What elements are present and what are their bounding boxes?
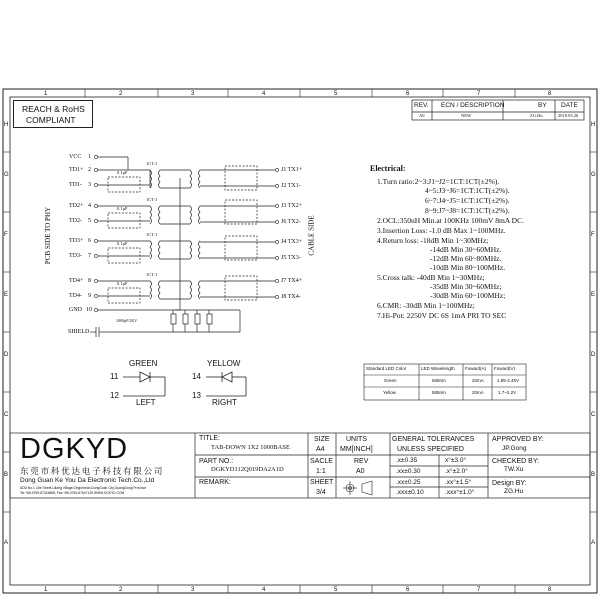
company-logo: DGKYD	[20, 433, 129, 465]
tolerance-value: .xxx±0.10	[396, 489, 424, 496]
design-label: Design BY:	[492, 480, 527, 487]
tolerance-value: .x±0.35	[396, 457, 418, 464]
led-table-header: LED Wavelength	[421, 366, 455, 371]
electrical-note: -14dB Min 30~60MHz.	[430, 245, 502, 254]
row-label: B	[4, 472, 9, 478]
ratio-label: 1CT:1	[146, 161, 158, 166]
electrical-note: 7.Hi-Pot: 2250V DC 6S 1mA PRI TO SEC	[377, 311, 507, 320]
checked-label: CHECKED BY:	[492, 458, 540, 465]
pin-label: TD2+	[69, 203, 84, 209]
col-label: 4	[262, 91, 266, 97]
ratio-label: 1CT:1	[146, 197, 158, 202]
sheet-label: SHEET	[310, 479, 334, 486]
row-label: H	[591, 122, 596, 128]
part-value: DGKYD112Q019DA2A1D	[211, 466, 284, 473]
col-label: 3	[191, 91, 195, 97]
row-label: E	[591, 292, 596, 298]
units-label: UNITS	[346, 436, 367, 443]
row-label: B	[591, 472, 596, 478]
pin-number: 1	[88, 154, 91, 160]
approved-value: JP.Gong	[502, 445, 527, 452]
ratio-label: 1CT:1	[146, 232, 158, 237]
row-label: G	[591, 172, 596, 178]
company-contact: Tel:+86-0769-87324888; Fax:+86-0769-87647128 WWW.DGKYD.COM	[20, 491, 125, 495]
col-label: 1	[44, 587, 48, 593]
pin-number: 6	[88, 238, 91, 244]
jack-pin-label: J8 TX4-	[281, 294, 301, 300]
projection-symbol	[343, 481, 372, 495]
units-value: MM[INCH]	[340, 446, 373, 453]
pin-number: 7	[88, 253, 91, 259]
part-label: PART NO.:	[199, 458, 234, 465]
pin-number: 3	[88, 182, 91, 188]
electrical-note: 8~9:J7~J8=1CT:1CT(±2%).	[425, 206, 510, 215]
shield-label: SHIELD	[68, 329, 90, 335]
sheet-value: 3/4	[316, 489, 326, 496]
approved-label: APPROVED BY:	[492, 436, 544, 443]
row-label: D	[591, 352, 596, 358]
pin-number: 8	[88, 278, 91, 284]
pcb-side-label: PCB SIDE TO PHY	[44, 206, 53, 265]
electrical-note: -12dB Min 60~80MHz.	[430, 254, 502, 263]
revision-cell-by: ZG.Hu	[530, 113, 543, 118]
col-label: 3	[191, 587, 195, 593]
electrical-note: 6.CMR: -30dB Min 1~100MHz;	[377, 301, 475, 310]
revision-cell-rev: A0	[419, 113, 425, 118]
scale-label: SACLE	[310, 458, 333, 465]
led-right-label: RIGHT	[212, 398, 237, 407]
led-yellow-pin-b: 13	[192, 391, 201, 400]
col-label: 1	[44, 91, 48, 97]
size-value: A4	[316, 446, 325, 453]
revision-header-by: BY	[538, 102, 547, 109]
ratio-label: 1CT:1	[146, 272, 158, 277]
led-green-pin-a: 11	[110, 372, 119, 381]
tolerance-value: .xx°±1.5°	[445, 479, 472, 486]
electrical-note: 2.OCL:350uH Min.at 100KHz 100mV 8mA DC.	[377, 216, 524, 225]
revision-header-date: DATE	[561, 102, 578, 109]
col-label: 5	[334, 91, 338, 97]
cable-side-label: CABLE SIDE	[307, 215, 316, 256]
tolerance-value: .x°±2.0°	[445, 468, 468, 475]
cap-label: 0.1μF	[117, 206, 128, 211]
compliance-line-1: REACH & RoHS	[22, 104, 85, 114]
pin-label: TD3+	[69, 238, 84, 244]
pin-number: 5	[88, 218, 91, 224]
col-label: 5	[334, 587, 338, 593]
cap-label: 0.1μF	[117, 241, 128, 246]
checked-value: TW.Xu	[504, 466, 524, 473]
row-label: C	[4, 412, 9, 418]
jack-pin-label: J6 TX2-	[281, 219, 301, 225]
jack-pin-label: J1 TX1+	[281, 167, 303, 173]
electrical-note: -10dB Min 80~100MHz.	[430, 263, 506, 272]
row-label: A	[4, 540, 9, 546]
pin-number: 9	[88, 293, 91, 299]
led-table-header: Foward(V)	[494, 366, 516, 371]
pin-number: 10	[86, 307, 92, 313]
electrical-note: -35dB Min 30~60MHz;	[430, 282, 502, 291]
led-table-cell: 20mA	[472, 390, 484, 395]
electrical-note: 3.Insertion Loss: -1.0 dB Max 1~100MHz.	[377, 226, 506, 235]
led-table-header: Standard LED Color	[366, 366, 407, 371]
pin-label: TD2-	[69, 218, 82, 224]
col-label: 4	[262, 587, 266, 593]
col-label: 7	[477, 91, 481, 97]
led-table-cell: 1.85-2.45V	[497, 378, 520, 383]
row-label: H	[4, 122, 9, 128]
pin-label: TD1-	[69, 182, 82, 188]
electrical-note: 5.Cross talk: -40dB Min 1~30MHz;	[377, 273, 485, 282]
led-table-cell: 1.7~2.2V	[498, 390, 517, 395]
pin-label: VCC	[69, 154, 82, 160]
tolerance-title-1: GENERAL TOLERANCES	[392, 436, 475, 443]
size-label: SIZE	[314, 436, 330, 443]
company-name-en: Dong Guan Ke You Da Electronic Tech.Co.,Ltd	[20, 477, 155, 484]
rev-label: REV	[354, 458, 369, 465]
pin-number: 2	[88, 167, 91, 173]
electrical-note: 6~7:J4~J5=1CT:1CT(±2%).	[425, 196, 510, 205]
led-left-label: LEFT	[136, 398, 156, 407]
col-label: 8	[548, 587, 552, 593]
title-label: TITLE:	[199, 435, 221, 442]
jack-pin-label: J5 TX3-	[281, 255, 301, 261]
electrical-note: 4~5:J3~J6=1CT:1CT(±2%).	[425, 186, 510, 195]
pin-label: TD1+	[69, 167, 84, 173]
title-value: TAB-DOWN 1X2 1000BASE	[211, 444, 290, 451]
col-label: 6	[406, 587, 410, 593]
jack-pin-label: J7 TX4+	[281, 278, 303, 284]
led-table-header: Foward(A)	[465, 366, 487, 371]
pin-label: GND	[69, 307, 82, 313]
row-label: C	[591, 412, 596, 418]
led-yellow-label: YELLOW	[207, 359, 241, 368]
bottom-cap-label: 1000pF/2KV	[116, 318, 138, 323]
row-label: D	[4, 352, 9, 358]
electrical-note: -30dB Min 60~100MHz;	[430, 291, 506, 300]
electrical-note: 4.Return loss: -18dB Min 1~30MHz;	[377, 236, 489, 245]
tolerance-title-2: UNLESS SPECIFIED	[397, 446, 464, 453]
row-label: F	[4, 232, 8, 238]
led-table-cell: Yellow	[383, 390, 396, 395]
design-value: ZG.Hu	[504, 488, 524, 495]
pin-label: TD3-	[69, 253, 82, 259]
tolerance-value: x°±3.0°	[445, 457, 467, 464]
col-label: 7	[477, 587, 481, 593]
compliance-line-2: COMPLIANT	[26, 115, 76, 125]
cap-label: 0.1μF	[117, 170, 128, 175]
led-table-cell: 585nm	[432, 390, 446, 395]
led-table-cell: 568nm	[432, 378, 446, 383]
pin-label: TD4-	[69, 293, 82, 299]
tolerance-value: .xx±0.30	[396, 468, 421, 475]
row-label: A	[591, 540, 596, 546]
col-label: 8	[548, 91, 552, 97]
rev-value: A0	[356, 468, 365, 475]
pin-number: 4	[88, 203, 91, 209]
remark-label: REMARK:	[199, 479, 231, 486]
cap-label: 0.1μF	[117, 281, 128, 286]
col-label: 6	[406, 91, 410, 97]
revision-cell-date: 2018.03.26	[558, 113, 579, 118]
tolerance-value: .xxx°±1.0°	[445, 489, 475, 496]
jack-pin-label: J2 TX1-	[281, 183, 301, 189]
jack-pin-label: J3 TX2+	[281, 203, 303, 209]
revision-header-rev: REV.	[414, 102, 429, 109]
led-table-cell: 20mA	[472, 378, 484, 383]
led-yellow-pin-a: 14	[192, 372, 201, 381]
company-name-cn: 东莞市科优达电子科技有限公司	[20, 466, 165, 476]
tolerance-value: .xx±0.25	[396, 479, 421, 486]
row-label: E	[4, 292, 9, 298]
row-label: G	[4, 172, 9, 178]
revision-header-ecn: ECN / DESCRIPTION	[441, 102, 505, 109]
row-label: F	[591, 232, 595, 238]
pin-label: TD4+	[69, 278, 84, 284]
led-table-cell: Green	[384, 378, 397, 383]
electrical-note: 1.Turn ratio:2~3:J1~J2=1CT:1CT(±2%).	[377, 177, 500, 186]
revision-cell-ecn: NEW	[461, 113, 472, 118]
company-address: ADD:No.1 Lilie Street,Liliang Village,Dingshixian,DongGuan City,GuangDong Province	[20, 486, 147, 490]
col-label: 2	[119, 91, 123, 97]
electrical-title: Electrical:	[370, 164, 406, 173]
jack-pin-label: J4 TX3+	[281, 239, 303, 245]
scale-value: 1:1	[316, 468, 326, 475]
led-green-label: GREEN	[129, 359, 158, 368]
col-label: 2	[119, 587, 123, 593]
led-green-pin-b: 12	[110, 391, 119, 400]
